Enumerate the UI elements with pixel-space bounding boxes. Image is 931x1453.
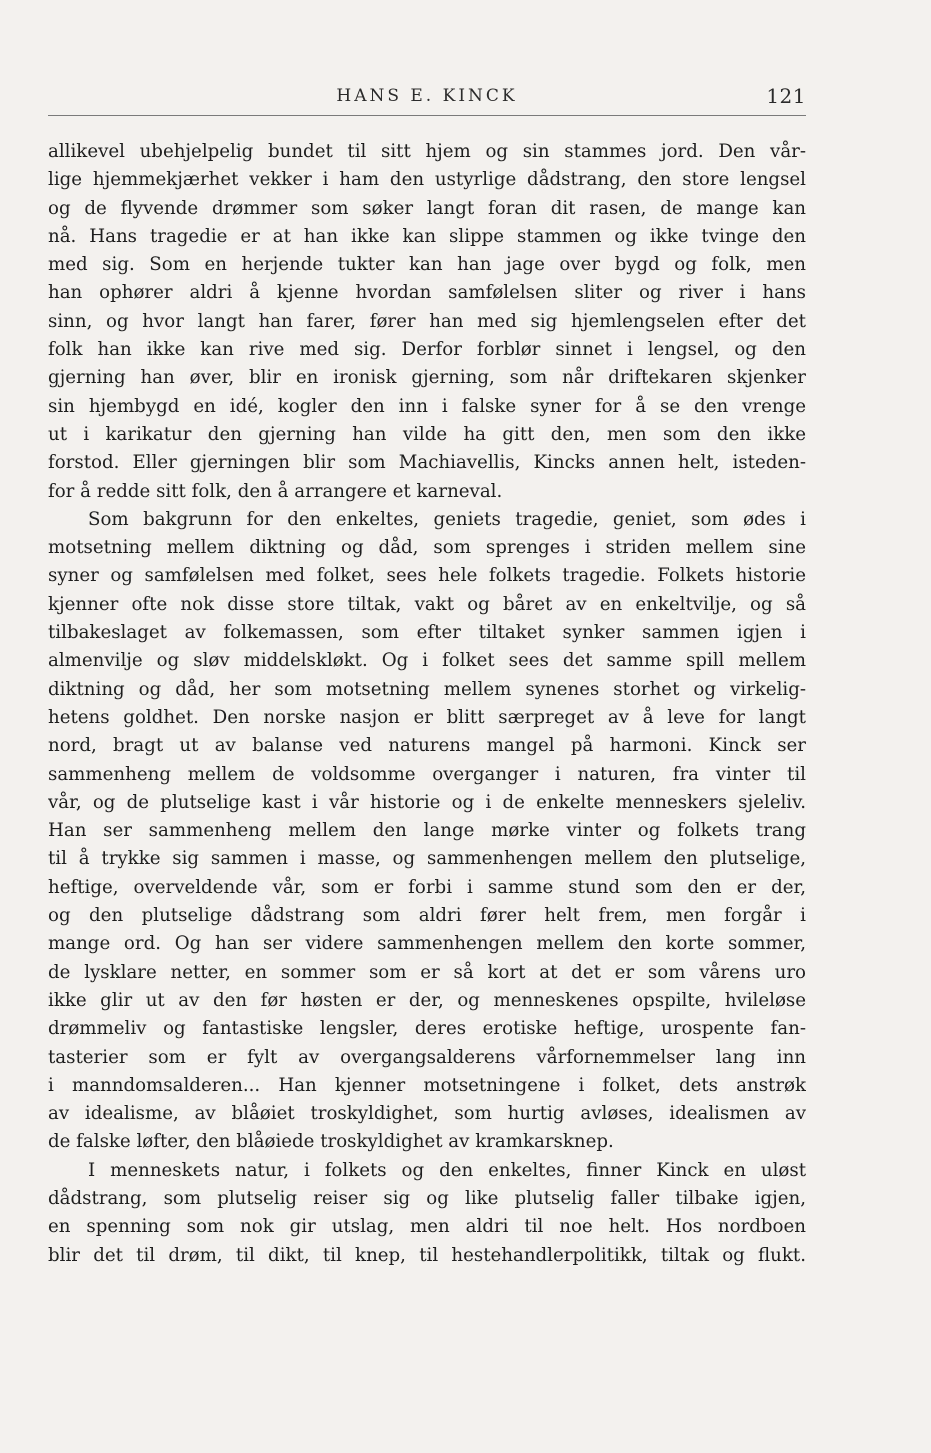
text-line: Han ser sammenheng mellem den lange mørke vinter og folkets trang: [48, 820, 806, 842]
text-line: drømmeliv og fantastiske lengsler, deres erotiske heftige, urospente fan-: [48, 1018, 806, 1040]
running-title: HANS E. KINCK: [336, 86, 518, 106]
text-line: og de flyvende drømmer som søker langt foran dit rasen, de mange kan: [48, 197, 806, 219]
text-line: av idealisme, av blåøiet troskyldighet, som hurtig avløses, idealismen av: [48, 1103, 806, 1125]
text-line: syner og samfølelsen med folket, sees hele folkets tragedie. Folkets historie: [48, 565, 806, 587]
page-number: 121: [766, 84, 806, 108]
text-line: sinn, og hvor langt han farer, fører han med sig hjemlengselen efter det: [48, 310, 806, 332]
text-line: folk han ikke kan rive med sig. Derfor forblør sinnet i lengsel, og den: [48, 339, 806, 361]
text-line: ikke glir ut av den før høsten er der, og menneskenes opspilte, hvileløse: [48, 989, 806, 1011]
text-line: de falske løfter, den blåøiede troskyldighet av kramkarsknep.: [48, 1131, 614, 1153]
text-line: for å redde sitt folk, den å arrangere et karneval.: [48, 480, 503, 502]
text-line: kjenner ofte nok disse store tiltak, vakt og båret av en enkeltvilje, og så: [48, 593, 806, 615]
text-line: lige hjemmekjærhet vekker i ham den ustyrlige dådstrang, den store lengsel: [48, 169, 806, 191]
text-line: hetens goldhet. Den norske nasjon er blitt særpreget av å leve for langt: [48, 706, 806, 728]
text-line: dådstrang, som plutselig reiser sig og like plutselig faller tilbake igjen,: [48, 1187, 806, 1209]
text-line: og den plutselige dådstrang som aldri fører helt frem, men forgår i: [48, 905, 806, 927]
text-line: allikevel ubehjelpelig bundet til sitt hjem og sin stammes jord. Den vår-: [48, 141, 806, 162]
paragraph-1: [48, 138, 806, 506]
text-line: han ophører aldri å kjenne hvordan samfølelsen sliter og river i hans: [48, 282, 806, 304]
text-line: nord, bragt ut av balanse ved naturens mangel på harmoni. Kinck ser: [48, 735, 806, 757]
text-line: med sig. Som en herjende tukter kan han jage over bygd og folk, men: [48, 254, 806, 276]
text-line: almenvilje og sløv middelskløkt. Og i folket sees det samme spill mellem: [48, 650, 806, 672]
text-line: mange ord. Og han ser videre sammenhengen mellem den korte sommer,: [48, 933, 806, 955]
running-head: [48, 84, 806, 114]
text-line: diktning og dåd, her som motsetning mellem synenes storhet og virkelig-: [48, 678, 806, 700]
text-line: ut i karikatur den gjerning han vilde ha gitt den, men som den ikke: [48, 423, 806, 445]
text-line: forstod. Eller gjerningen blir som Machiavellis, Kincks annen helt, isteden-: [48, 452, 806, 474]
text-line: til å trykke sig sammen i masse, og sammenhengen mellem den plutselige,: [48, 848, 806, 870]
text-line: vår, og de plutselige kast i vår historie og i de enkelte menneskers sjeleliv.: [48, 791, 806, 813]
text-line: sin hjembygd en idé, kogler den inn i falske syner for å se den vrenge: [48, 395, 806, 417]
text-line: tasterier som er fylt av overgangsalderens vårfornemmelser lang inn: [48, 1046, 806, 1068]
body-text: [48, 138, 806, 1270]
header-rule: [48, 115, 806, 116]
text-line: de lysklare netter, en sommer som er så kort at det er som vårens uro: [48, 961, 806, 983]
text-line: blir det til drøm, til dikt, til knep, til hestehandlerpolitikk, tiltak og flukt.: [48, 1244, 806, 1266]
paragraph-2: [48, 506, 806, 1157]
text-line: heftige, overveldende vår, som er forbi i samme stund som den er der,: [48, 876, 806, 898]
text-line: i manndomsalderen... Han kjenner motsetningene i folket, dets anstrøk: [48, 1074, 806, 1096]
text-line: I menneskets natur, i folkets og den enkeltes, finner Kinck en uløst: [88, 1159, 806, 1181]
text-line: nå. Hans tragedie er at han ikke kan slippe stammen og ikke tvinge den: [48, 225, 806, 247]
paragraph-3: [48, 1157, 806, 1270]
text-line: gjerning han øver, blir en ironisk gjerning, som når driftekaren skjenker: [48, 367, 806, 389]
text-line: sammenheng mellem de voldsomme overganger i naturen, fra vinter til: [48, 763, 806, 785]
text-line: Som bakgrunn for den enkeltes, geniets tragedie, geniet, som ødes i: [88, 508, 806, 530]
text-line: tilbakeslaget av folkemassen, som efter tiltaket synker sammen igjen i: [48, 622, 806, 644]
text-line: en spenning som nok gir utslag, men aldri til noe helt. Hos nordboen: [48, 1216, 806, 1238]
text-line: motsetning mellem diktning og dåd, som sprenges i striden mellem sine: [48, 537, 806, 559]
